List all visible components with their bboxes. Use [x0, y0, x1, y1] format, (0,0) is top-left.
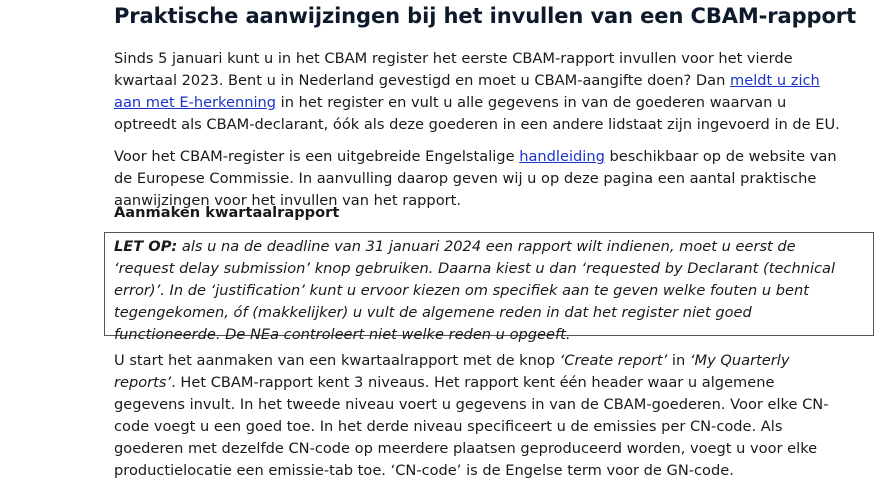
- eherkenning-link-part-1[interactable]: meldt u zich: [730, 72, 820, 89]
- paragraph-2-line-2: de Europese Commissie. In aanvulling daarop geven wij u op deze pagina een aantal praktische: [114, 170, 817, 187]
- note-line-4: tegengekomen, óf (makkelijker) u vult de algemene reden in dat het register niet goed: [114, 304, 752, 321]
- paragraph-3-line-4: code voegt u een goed toe. In het derde niveau specificeert u de emissies per CN-code. Als: [114, 418, 783, 435]
- handleiding-link[interactable]: handleiding: [519, 148, 605, 165]
- note-text: als u na de deadline van 31 januari 2024 een rapport wilt indienen, moet u eerst de: [177, 238, 796, 255]
- section-heading-text: Aanmaken kwartaalrapport: [114, 204, 340, 221]
- paragraph-2-line-3: aanwijzingen voor het invullen van het rapport.: [114, 192, 461, 209]
- paragraph-3-text: U start het aanmaken van een kwartaalrapport met de knop: [114, 352, 560, 369]
- paragraph-2-text-rest: beschikbaar op de website van: [604, 148, 837, 165]
- reports-term: reports’: [114, 374, 172, 391]
- paragraph-3-line-6: productielocatie een emissie-tab toe. ‘CN-code’ is de Engelse term voor de GN-code.: [114, 462, 734, 479]
- note-line-5: functioneerde. De NEa controleert niet welke reden u opgeeft.: [114, 326, 571, 343]
- paragraph-3-line-1: [114, 350, 789, 372]
- note-label: LET OP:: [114, 238, 178, 255]
- page-title: Praktische aanwijzingen bij het invullen van een CBAM-rapport: [114, 4, 857, 28]
- note-line-3: error)’. In de ‘justification’ kunt u ervoor kiezen om specifiek aan te geven welke fouten u bent: [114, 282, 809, 299]
- paragraph-2-text: Voor het CBAM-register is een uitgebreide Engelstalige: [114, 148, 520, 165]
- paragraph-2-line-1: [114, 146, 837, 168]
- paragraph-1-line-4: optreedt als CBAM-declarant, óók als deze goederen in een andere lidstaat zijn ingevoerd in de EU.: [114, 116, 840, 133]
- note-line-1: [114, 236, 796, 258]
- note-line-2: ‘request delay submission’ knop gebruiken. Daarna kiest u dan ‘requested by Declarant (technical: [114, 260, 836, 277]
- section-heading: [114, 202, 339, 224]
- paragraph-3-line-5: goederen met dezelfde CN-code op meerdere plaatsen geproduceerd worden, voegt u voor elke: [114, 440, 818, 457]
- paragraph-1-line-2: [114, 70, 820, 92]
- paragraph-3-line-3: gegevens invult. In het tweede niveau voert u gegevens in van de CBAM-goederen. Voor elke CN-: [114, 396, 829, 413]
- paragraph-3-text-in: in: [667, 352, 690, 369]
- create-report-term: ‘Create report’: [559, 352, 668, 369]
- paragraph-1-text: kwartaal 2023. Bent u in Nederland gevestigd en moet u CBAM-aangifte doen? Dan: [114, 72, 731, 89]
- paragraph-1-text-continued: in het register en vult u alle gegevens in van de goederen waarvan u: [276, 94, 787, 111]
- paragraph-1-line-3: [114, 92, 786, 114]
- eherkenning-link-part-2[interactable]: aan met E-herkenning: [114, 94, 277, 111]
- paragraph-3-text-2: . Het CBAM-rapport kent 3 niveaus. Het rapport kent één header waar u algemene: [171, 374, 775, 391]
- my-quarterly-term: ‘My Quarterly: [689, 352, 790, 369]
- paragraph-3-line-2: [114, 372, 774, 394]
- paragraph-1-line-1: Sinds 5 januari kunt u in het CBAM register het eerste CBAM-rapport invullen voor het vierde: [114, 50, 793, 67]
